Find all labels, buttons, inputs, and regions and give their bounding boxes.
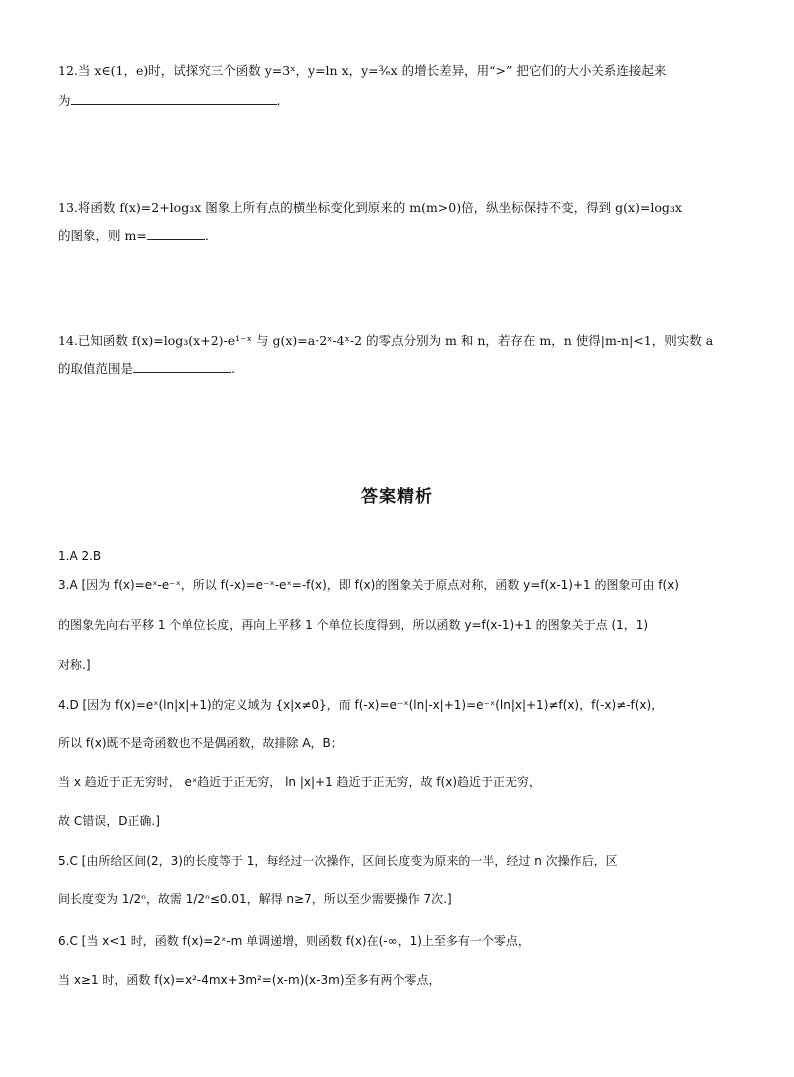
answer-line-7: 当 x 趋近于正无穷时， eˣ趋近于正无穷， ln |x|+1 趋近于正无穷，故 f(x)趋近于正无穷， <box>58 775 542 789</box>
question-13-line-2 <box>58 227 742 245</box>
question-12-tail: . <box>276 93 281 108</box>
answer-line-4: 对称.] <box>58 658 91 672</box>
answer-line-11: 6.C [当 x<1 时，函数 f(x)=2ˣ-m 单调递增，则函数 f(x)在(-∞，1)上至多有一个零点， <box>58 934 530 948</box>
question-13-line-1: 13.将函数 f(x)=2+log₃x 图象上所有点的横坐标变化到原来的 m(m>0)倍，纵坐标保持不变，得到 g(x)=log₃x <box>58 200 682 215</box>
answer-line-6: 所以 f(x)既不是奇函数也不是偶函数，故排除 A，B； <box>58 736 343 750</box>
question-12-prefix: 为 <box>58 93 71 108</box>
question-14-line-1: 14.已知函数 f(x)=log₃(x+2)-e¹⁻ˣ 与 g(x)=a·2ˣ-4ˣ-2 的零点分别为 m 和 n，若存在 m，n 使得|m-n|<1，则实数 a <box>58 333 714 348</box>
question-13-answer-blank[interactable] <box>147 227 205 240</box>
answer-line-5: 4.D [因为 f(x)=eˣ(ln|x|+1)的定义域为 {x|x≠0}，而 f(-x)=e⁻ˣ(ln|-x|+1)=e⁻ˣ(ln|x|+1)≠f(x)，f(-x)≠-f(x)， <box>58 698 664 712</box>
answer-section-title: 答案精析 <box>361 487 433 507</box>
question-14-line-2 <box>58 360 742 378</box>
question-13-tail: . <box>204 228 209 243</box>
question-14-answer-blank[interactable] <box>133 360 231 373</box>
question-12-answer-blank[interactable] <box>71 92 277 105</box>
answer-line-9: 5.C [由所给区间(2，3)的长度等于 1，每经过一次操作，区间长度变为原来的一半，经过 n 次操作后，区 <box>58 854 618 868</box>
answer-line-3: 的图象先向右平移 1 个单位长度，再向上平移 1 个单位长度得到，所以函数 y=f(x-1)+1 的图象关于点 (1，1) <box>58 618 649 632</box>
answer-line-1: 1.A 2.B <box>58 549 102 563</box>
question-12-line-2 <box>58 92 742 110</box>
question-13-prefix: 的图象，则 m= <box>58 228 147 243</box>
answer-line-12: 当 x≥1 时，函数 f(x)=x²-4mx+3m²=(x-m)(x-3m)至多有两个零点， <box>58 973 441 987</box>
question-14-tail: . <box>231 361 235 376</box>
question-14-prefix: 的取值范围是 <box>58 361 134 376</box>
answer-line-10: 间长度变为 1/2ⁿ，故需 1/2ⁿ≤0.01，解得 n≥7，所以至少需要操作 7次.] <box>58 892 452 906</box>
answer-line-2: 3.A [因为 f(x)=eˣ-e⁻ˣ，所以 f(-x)=e⁻ˣ-eˣ=-f(x)，即 f(x)的图象关于原点对称，函数 y=f(x-1)+1 的图象可由 f(x) <box>58 578 679 592</box>
question-12-line-1: 12.当 x∈(1，e)时，试探究三个函数 y=3ˣ，y=ln x，y=³⁄ₑx 的增长差异，用“>” 把它们的大小关系连接起来 <box>58 63 667 78</box>
answer-line-8: 故 C错误，D正确.] <box>58 814 160 828</box>
